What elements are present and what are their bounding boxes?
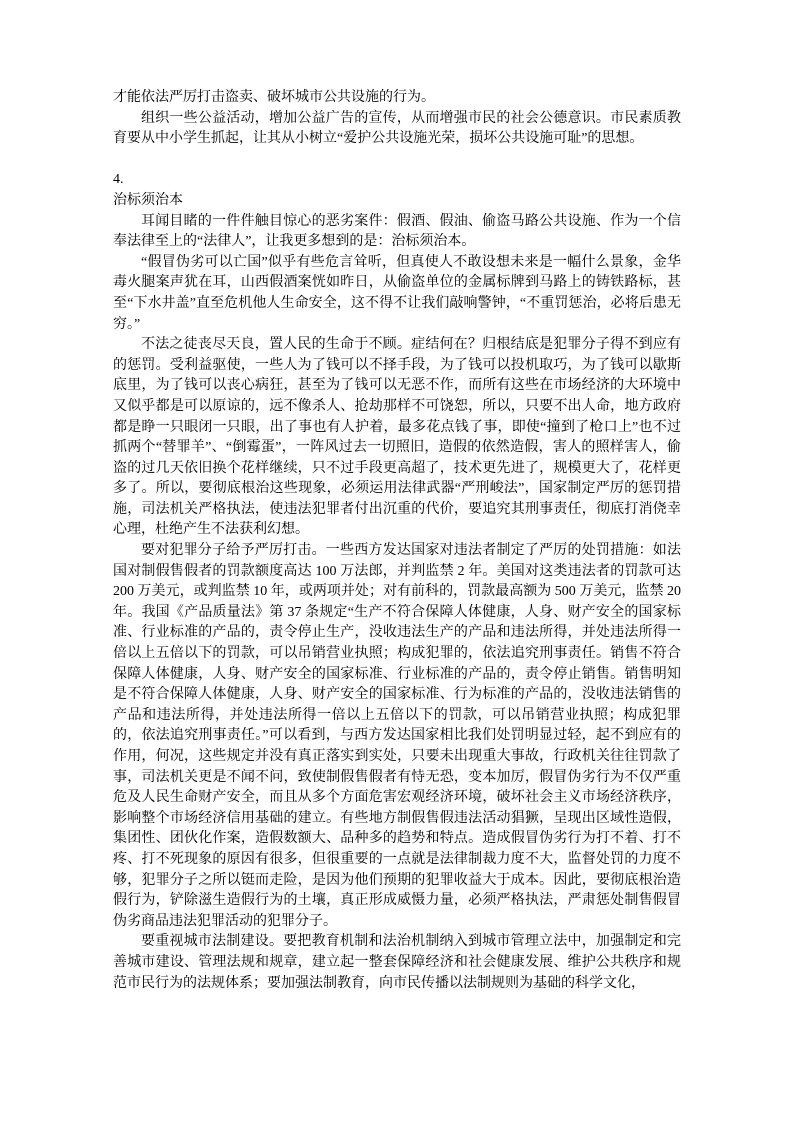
section-number: 4. (113, 172, 124, 188)
paragraph-legal-system: 要重视城市法制建设。要把教育机制和法治机制纳入到城市管理立法中，加强制定和完善城市建设、管理法规和规章，建立起一整套保障经济和社会健康发展、维护公共秩序和规范市民行为的法规体系；要加强法制教育，向市民传播以法制规则为基础的科学文化， (113, 934, 681, 991)
continuation-paragraph: 才能依法严厉打击盗卖、破坏城市公共设施的行为。 (113, 90, 435, 105)
document-body (113, 88, 681, 994)
section-title: 治标须治本 (113, 192, 183, 208)
paragraph-public-welfare: 组织一些公益活动，增加公益广告的宣传，从而增强市民的社会公德意识。市民素质教育要从中小学生抓起，让其从小树立“爱护公共设施光荣，损坏公共设施可耻”的思想。 (113, 110, 681, 147)
blank-line (113, 150, 681, 171)
paragraph-intro: 耳闻目睹的一件件触目惊心的恶劣案件：假酒、假油、偷盗马路公共设施、作为一个信奉法律至上的“法律人”，让我更多想到的是：治标须治本。 (113, 213, 681, 250)
paragraph-criminal-psychology: 不法之徒丧尽天良，置人民的生命于不顾。症结何在？归根结底是犯罪分子得不到应有的惩罚。受利益驱使，一些人为了钱可以不择手段，为了钱可以投机取巧，为了钱可以歇斯底里，为了钱可以丧心病狂，甚至为了钱可以无恶不作，而所有这些在市场经济的大环境中又似乎都是可以原谅的，远不像杀人、抢劫那样不可饶恕，所以，只要不出人命，地方政府都是睁一只眼闭一只眼，出了事也有人护着，最多花点钱了事，即使“撞到了枪口上”也不过抓两个“替罪羊”、“倒霉蛋”，一阵风过去一切照旧，造假的依然造假，害人的照样害人，偷盗的过几天依旧换个花样继续，只不过手段更高超了，技术更先进了，规模更大了，花样更多了。所以，要彻底根治这些现象，必须运用法律武器“严刑峻法”，国家制定严厉的惩罚措施，司法机关严格执法，使违法犯罪者付出沉重的代价，要追究其刑事责任，彻底打消侥幸心理，杜绝产生不法获利幻想。 (113, 337, 681, 538)
paragraph-punishment-measures: 要对犯罪分子给予严厉打击。一些西方发达国家对违法者制定了严厉的处罚措施：如法国对制假售假者的罚款额度高达 100 万法郎，并判监禁 2 年。美国对这类违法者的罚款可达 200 万美元，或判监禁 10 年，或两项并处；对有前科的，罚款最高额为 500 万美元，监禁 20 年。我国《产品质量法》第 37 条规定“生产不符合保障人体健康，人身、财产安全的国家标准、行业标准的产品的，责令停止生产，没收违法生产的产品和违法所得，并处违法所得一倍以上五倍以下的罚款，可以吊销营业执照；构成犯罪的，依法追究刑事责任。销售不符合保障人体健康，人身、财产安全的国家标准、行业标准的产品的，责令停止销售。销售明知是不符合保障人体健康，人身、财产安全的国家标准、行为标准的产品的，没收违法销售的产品和违法所得，并处违法所得一倍以上五倍以下的罚款，可以吊销营业执照；构成犯罪的，依法追究刑事责任。”可以看到，与西方发达国家相比我们处罚明显过轻，起不到应有的作用，何况，这些规定并没有真正落实到实处，只要未出现重大事故，行政机关往往罚款了事，司法机关更是不闻不问，致使制假售假者有恃无恐，变本加厉，假冒伪劣行为不仅严重危及人民生命财产安全，而且从多个方面危害宏观经济环境，破坏社会主义市场经济秩序，影响整个市场经济信用基础的建立。有些地方制假售假违法活动猖獗，呈现出区域性造假，集团性、团伙化作案，造假数额大、品种多的趋势和特点。造成假冒伪劣行为打不着、打不疼、打不死现象的原因有很多，但很重要的一点就是法律制裁力度不大，监督处罚的力度不够，犯罪分子之所以铤而走险，是因为他们预期的犯罪收益大于成本。因此，要彻底根治造假行为，铲除滋生造假行为的土壤，真正形成威慑力量，必须严格执法，严肃惩处制售假冒伪劣商品违法犯罪活动的犯罪分子。 (113, 543, 681, 929)
paragraph-counterfeit-ruin: “假冒伪劣可以亡国”似乎有些危言耸听，但真使人不敢设想未来是一幅什么景象，金华毒火腿案声犹在耳，山西假酒案恍如昨日，从偷盗单位的金属标牌到马路上的铸铁路标，甚至“下水井盖”直至危机他人生命安全，这不得不让我们敲响警钟，“不重罚惩治，必将后患无穷。” (113, 254, 681, 332)
